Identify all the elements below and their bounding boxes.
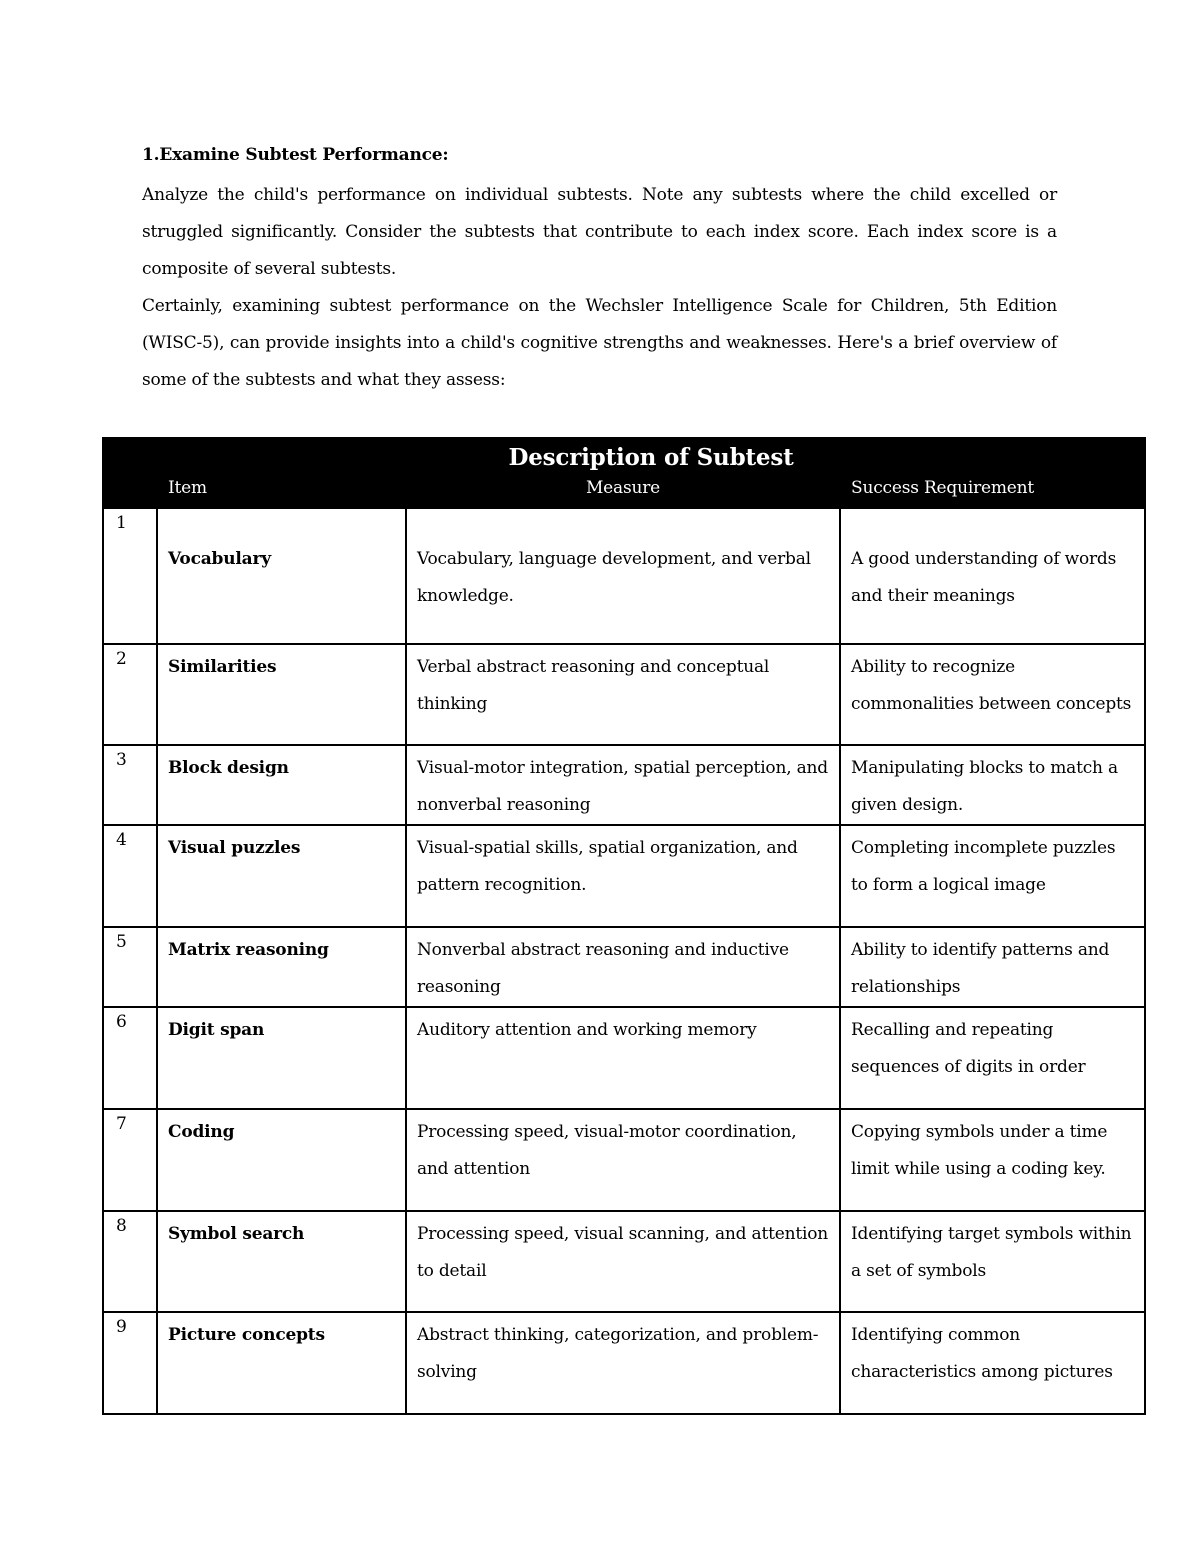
row-number: 8 [103, 1211, 157, 1312]
intro-paragraph-2: Certainly, examining subtest performance on the Wechsler Intelligence Scale for Children, 5th Edition (WISC-5), can provide insights into a child's cognitive strengths and weaknesses. Here's a brief overview of some of the subtests and what they assess: [142, 296, 1057, 390]
intro-paragraph-1: Analyze the child's performance on individual subtests. Note any subtests where the child excelled or struggled significantly. Consider the subtests that contribute to each index score. Each index score is a composite of several subtests. [142, 185, 1057, 279]
row-measure: Processing speed, visual scanning, and attention to detail [406, 1211, 840, 1312]
row-number: 2 [103, 644, 157, 745]
row-measure: Processing speed, visual-motor coordination, and attention [406, 1109, 840, 1211]
section-heading: 1.Examine Subtest Performance: [142, 145, 449, 165]
row-number: 1 [103, 508, 157, 644]
row-success: A good understanding of words and their meanings [840, 508, 1145, 644]
row-item: Coding [157, 1109, 406, 1211]
table-row [103, 1007, 1145, 1109]
row-item: Matrix reasoning [157, 927, 406, 1007]
row-success: Identifying common characteristics among pictures [840, 1312, 1145, 1414]
table-row [103, 644, 1145, 745]
row-measure: Visual-spatial skills, spatial organization, and pattern recognition. [406, 825, 840, 927]
row-measure: Abstract thinking, categorization, and problem-solving [406, 1312, 840, 1414]
header-item: Item [157, 474, 406, 508]
row-item: Symbol search [157, 1211, 406, 1312]
table-row [103, 825, 1145, 927]
row-measure: Vocabulary, language development, and verbal knowledge. [406, 508, 840, 644]
row-number: 6 [103, 1007, 157, 1109]
row-number: 9 [103, 1312, 157, 1414]
row-number: 5 [103, 927, 157, 1007]
row-success: Recalling and repeating sequences of digits in order [840, 1007, 1145, 1109]
row-success: Manipulating blocks to match a given design. [840, 745, 1145, 825]
table-row [103, 1211, 1145, 1312]
row-measure: Nonverbal abstract reasoning and inductive reasoning [406, 927, 840, 1007]
row-measure: Verbal abstract reasoning and conceptual thinking [406, 644, 840, 745]
row-item: Vocabulary [157, 508, 406, 644]
table-title: Description of Subtest [157, 438, 1145, 474]
table-row [103, 508, 1145, 644]
subtest-table [102, 437, 1146, 1415]
row-success: Completing incomplete puzzles to form a logical image [840, 825, 1145, 927]
row-item: Visual puzzles [157, 825, 406, 927]
row-item: Digit span [157, 1007, 406, 1109]
row-number: 3 [103, 745, 157, 825]
row-success: Identifying target symbols within a set of symbols [840, 1211, 1145, 1312]
table-row [103, 745, 1145, 825]
row-success: Copying symbols under a time limit while using a coding key. [840, 1109, 1145, 1211]
row-item: Similarities [157, 644, 406, 745]
table-row [103, 927, 1145, 1007]
table-title-row [103, 438, 1145, 474]
row-measure: Visual-motor integration, spatial perception, and nonverbal reasoning [406, 745, 840, 825]
table-row [103, 1109, 1145, 1211]
header-success: Success Requirement [840, 474, 1145, 508]
row-number: 4 [103, 825, 157, 927]
row-number: 7 [103, 1109, 157, 1211]
row-success: Ability to identify patterns and relationships [840, 927, 1145, 1007]
row-item: Picture concepts [157, 1312, 406, 1414]
row-measure: Auditory attention and working memory [406, 1007, 840, 1109]
row-item: Block design [157, 745, 406, 825]
table-row [103, 1312, 1145, 1414]
intro-section [142, 140, 1057, 399]
header-measure: Measure [406, 474, 840, 508]
row-success: Ability to recognize commonalities between concepts [840, 644, 1145, 745]
table-header-row [103, 474, 1145, 508]
